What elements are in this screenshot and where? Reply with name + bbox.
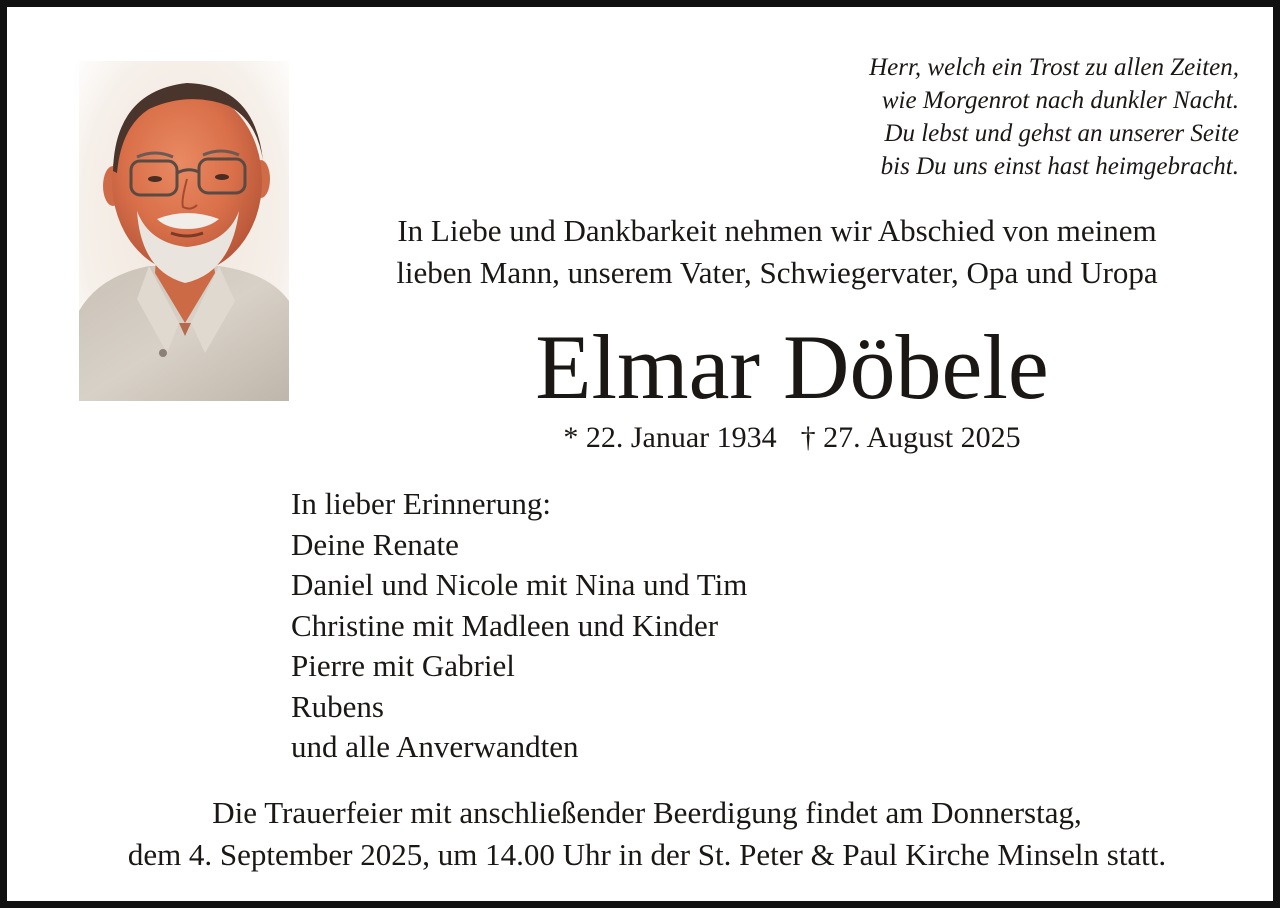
verse-line: Herr, welch ein Trost zu allen Zeiten, [869,54,1239,81]
mourner: Deine Renate [291,526,459,562]
birth-date: * 22. Januar 1934 [563,421,777,454]
memorial-verse [767,51,1257,183]
intro-line: In Liebe und Dankbarkeit nehmen wir Abschied von meinem [397,213,1157,248]
mourner: Christine mit Madleen und Kinder [291,607,719,643]
life-dates [297,417,1280,459]
deceased-name: Elmar Döbele [535,316,1049,418]
mourner: Rubens [291,688,384,724]
mourners-heading: In lieber Erinnerung: [291,486,551,521]
service-line: dem 4. September 2025, um 14.00 Uhr in der St. Peter & Paul Kirche Minseln statt. [127,837,1167,872]
verse-line: Du lebst und gehst an unserer Seite [884,120,1239,147]
mourner: und alle Anverwandten [291,729,579,764]
portrait-photo [79,61,289,401]
verse-line: bis Du uns einst hast heimgebracht. [880,153,1239,180]
mourner: Daniel und Nicole mit Nina und Tim [291,567,748,602]
intro-line: lieben Mann, unserem Vater, Schwiegervater, Opa und Uropa [396,255,1158,290]
farewell-intro [297,210,1257,294]
service-line: Die Trauerfeier mit anschließender Beerdigung findet am Donnerstag, [212,795,1082,830]
mourner: Pierre mit Gabriel [291,648,515,683]
mourners-list [291,484,747,768]
death-date: † 27. August 2025 [800,421,1021,454]
funeral-service-notice [7,792,1280,876]
verse-line: wie Morgenrot nach dunkler Nacht. [881,87,1239,114]
